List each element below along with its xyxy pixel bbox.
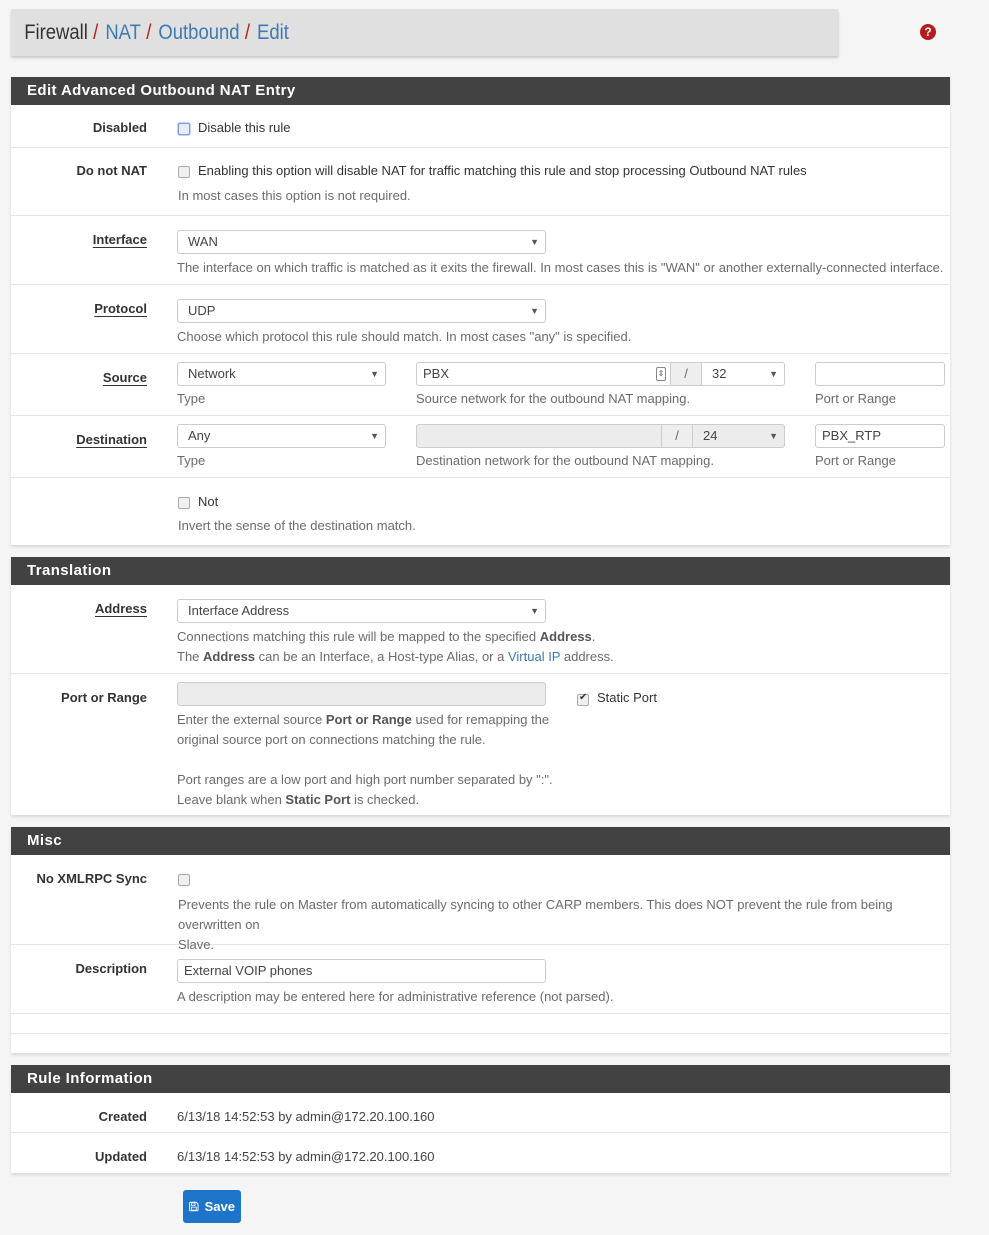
row-disabled (11, 105, 950, 148)
help-text: Enter the external source (177, 712, 326, 727)
breadcrumb-nat[interactable]: NAT (105, 20, 141, 44)
row-updated (11, 1133, 950, 1173)
description-input[interactable] (177, 959, 546, 983)
help-text: original source port on connections matching the rule. (177, 732, 486, 747)
breadcrumb-separator: / (244, 20, 250, 44)
help-text: The (177, 649, 204, 664)
panel-title: Rule Information (11, 1065, 950, 1093)
virtual-ip-link[interactable]: Virtual IP (507, 649, 561, 664)
address-label: Address (94, 601, 147, 616)
chevron-down-icon: ▼ (530, 306, 539, 316)
static-port-checkbox[interactable] (577, 694, 589, 706)
chevron-down-icon: ▼ (769, 369, 778, 379)
interface-label: Interface (92, 232, 147, 247)
help-bold: Static Port (285, 792, 351, 807)
save-button[interactable] (183, 1190, 241, 1223)
not-checkbox[interactable] (178, 497, 190, 509)
help-text: Port ranges are a low port and high port number separated by ":". (177, 772, 553, 787)
created-label: Created (98, 1109, 147, 1124)
protocol-help: Choose which protocol this rule should match. In most cases "any" is specified. (177, 329, 632, 344)
destination-label: Destination (76, 432, 147, 447)
source-type-select[interactable] (177, 362, 386, 386)
help-bold: Address (539, 629, 592, 644)
question-circle-icon[interactable]: ? (920, 24, 936, 40)
disable-rule-checkbox[interactable] (178, 123, 190, 135)
source-mask-value: 32 (712, 366, 727, 381)
breadcrumb-firewall: Firewall (24, 20, 88, 44)
description-help: A description may be entered here for administrative reference (not parsed). (177, 989, 614, 1004)
description-value: External VOIP phones (184, 963, 313, 978)
description-label: Description (75, 961, 147, 976)
chevron-down-icon: ▼ (769, 431, 778, 441)
edit-nat-panel (11, 77, 950, 545)
chevron-down-icon: ▼ (530, 237, 539, 247)
disabled-label: Disabled (92, 120, 147, 135)
source-port-help: Port or Range (815, 391, 896, 406)
floppy-disk-icon (189, 1199, 199, 1214)
address-value: Interface Address (188, 603, 290, 618)
static-port-label: Static Port (597, 690, 657, 705)
help-text: Connections matching this rule will be mapped to the specified (177, 629, 540, 644)
do-not-nat-help: In most cases this option is not required. (178, 188, 411, 203)
destination-type-value: Any (188, 428, 211, 443)
row-interface (11, 216, 950, 285)
interface-value: WAN (188, 234, 218, 249)
panel-title: Edit Advanced Outbound NAT Entry (11, 77, 950, 105)
row-xmlrpc (11, 855, 950, 952)
row-destination (11, 416, 950, 478)
destination-port-help: Port or Range (815, 453, 896, 468)
help-text: can be an Interface, a Host-type Alias, or a (255, 649, 508, 664)
source-slash: / (670, 362, 702, 386)
destination-mask-select[interactable] (692, 424, 785, 448)
help-bold: Address (203, 649, 256, 664)
destination-slash: / (661, 424, 693, 448)
row-address (11, 585, 950, 674)
breadcrumb-separator: / (93, 20, 99, 44)
port-range-label: Port or Range (61, 690, 147, 705)
interface-select[interactable] (177, 230, 546, 254)
xmlrpc-checkbox[interactable] (178, 874, 190, 886)
chevron-down-icon: ▼ (370, 431, 379, 441)
row-protocol (11, 285, 950, 354)
source-network-value: PBX (423, 366, 450, 381)
breadcrumb-outbound[interactable]: Outbound (158, 20, 240, 44)
disable-rule-label: Disable this rule (198, 120, 291, 135)
do-not-nat-text: Enabling this option will disable NAT for traffic matching this rule and stop processing Outbound NAT rules (198, 163, 807, 178)
translation-panel (11, 557, 950, 815)
source-type-value: Network (188, 366, 236, 381)
panel-title: Translation (11, 557, 950, 585)
misc-panel (11, 827, 950, 1053)
row-description (11, 945, 950, 1014)
row-created (11, 1093, 950, 1133)
panel-title: Misc (11, 827, 950, 855)
destination-port-input[interactable] (815, 424, 945, 448)
chevron-down-icon: ▼ (530, 606, 539, 616)
help-text: Slave. (178, 937, 215, 952)
protocol-select[interactable] (177, 299, 546, 323)
source-label: Source (102, 370, 147, 385)
row-empty (11, 1014, 950, 1034)
destination-network-input[interactable] (416, 424, 662, 448)
created-value: 6/13/18 14:52:53 by admin@172.20.100.160 (177, 1109, 435, 1124)
not-label: Not (198, 494, 219, 509)
port-range-help (177, 710, 553, 810)
destination-type-select[interactable] (177, 424, 386, 448)
not-help: Invert the sense of the destination match. (178, 518, 416, 533)
chevron-down-icon: ▼ (370, 369, 379, 379)
destination-mask-value: 24 (703, 428, 718, 443)
do-not-nat-checkbox[interactable] (178, 166, 190, 178)
help-text: is checked. (350, 792, 420, 807)
address-select[interactable] (177, 599, 546, 623)
help-text: . (591, 629, 596, 644)
row-source (11, 354, 950, 416)
row-do-not-nat (11, 148, 950, 216)
updated-value: 6/13/18 14:52:53 by admin@172.20.100.160 (177, 1149, 435, 1164)
source-network-help: Source network for the outbound NAT mapping. (416, 391, 691, 406)
help-text: Leave blank when (177, 792, 286, 807)
destination-network-help: Destination network for the outbound NAT mapping. (416, 453, 714, 468)
row-empty (11, 1034, 950, 1053)
rule-info-panel (11, 1065, 950, 1173)
help-bold: Port or Range (325, 712, 412, 727)
help-text: used for remapping the (411, 712, 550, 727)
updated-label: Updated (95, 1149, 147, 1164)
row-not (11, 478, 950, 545)
destination-type-help: Type (177, 453, 206, 468)
interface-help: The interface on which traffic is matched as it exits the firewall. In most cases this is "WAN" or another externally-connected interface. (177, 260, 944, 275)
source-type-help: Type (177, 391, 206, 406)
source-network-input[interactable] (416, 362, 671, 386)
row-port-range (11, 674, 950, 815)
breadcrumb-edit[interactable]: Edit (257, 20, 289, 44)
protocol-label: Protocol (94, 301, 147, 316)
destination-port-value: PBX_RTP (822, 428, 882, 443)
autocomplete-icon: ⇕ (656, 367, 666, 381)
address-help (177, 627, 614, 667)
source-port-input[interactable] (815, 362, 945, 386)
help-text: address. (560, 649, 614, 664)
save-label: Save (204, 1199, 235, 1214)
breadcrumb (11, 9, 838, 56)
breadcrumb-separator: / (146, 20, 152, 44)
help-text: Prevents the rule on Master from automatically syncing to other CARP members. This does NOT prevent the rule from being overwritten on (178, 897, 893, 932)
port-range-input[interactable] (177, 682, 546, 706)
xmlrpc-label: No XMLRPC Sync (36, 871, 147, 886)
source-mask-select[interactable] (701, 362, 785, 386)
protocol-value: UDP (188, 303, 216, 318)
do-not-nat-label: Do not NAT (76, 163, 147, 178)
